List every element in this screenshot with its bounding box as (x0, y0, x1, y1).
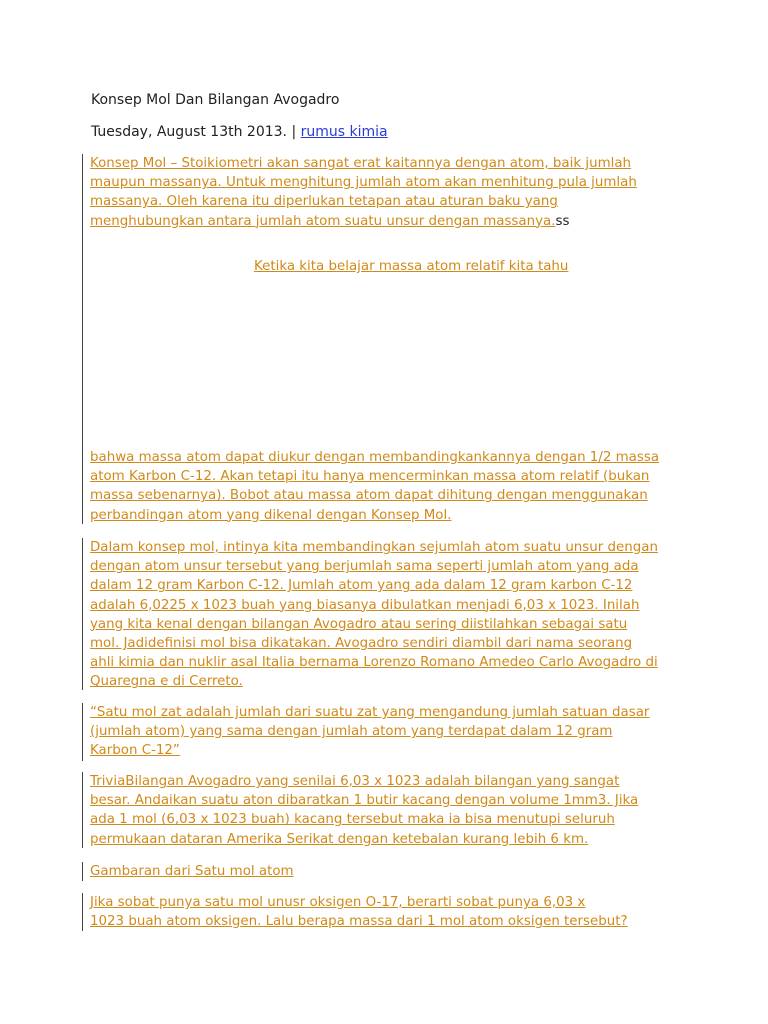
paragraph-line[interactable]: permukaan dataran Amerika Serikat dengan ketebalan kurang lebih 6 km. (90, 831, 589, 847)
paragraph-suffix: ss (555, 213, 570, 229)
paragraph-konsep-mol[interactable] (90, 538, 682, 692)
paragraph-line[interactable]: ada 1 mol (6,03 x 1023 buah) kacang tersebut maka ia bisa menutupi seluruh (90, 812, 615, 828)
paragraph-line[interactable]: besar. Andaikan suatu aton dibaratkan 1 butir kacang dengan volume 1mm3. Jika (90, 793, 639, 809)
paragraph-line[interactable]: (jumlah atom) yang sama dengan jumlah atom yang terdapat dalam 12 gram (90, 724, 613, 740)
paragraph-trivia[interactable] (90, 772, 682, 849)
paragraph-gambaran[interactable] (90, 862, 682, 881)
quote-block-4 (82, 772, 682, 848)
center-link-line[interactable]: Ketika kita belajar massa atom relatif kita tahu (254, 259, 569, 274)
paragraph-line[interactable]: Jika sobat punya satu mol unusr oksigen O-17, berarti sobat punya 6,03 x (90, 895, 586, 910)
paragraph-line[interactable]: massanya. Oleh karena itu diperlukan tetapan atau aturan baku yang (90, 194, 558, 210)
page-title: Konsep Mol Dan Bilangan Avogadro (91, 92, 340, 108)
paragraph-line[interactable]: adalah 6,0225 x 1023 buah yang biasanya dibulatkan menjadi 6,03 x 1023. Inilah (90, 597, 640, 613)
paragraph-line[interactable]: Quaregna e di Cerreto. (90, 674, 243, 690)
paragraph-line[interactable]: Karbon C-12” (90, 743, 180, 759)
post-meta (91, 124, 388, 140)
quote-block-3 (82, 703, 682, 761)
paragraph-line[interactable]: mol. Jadidefinisi mol bisa dikatakan. Avogadro sendiri diambil dari nama seorang (90, 636, 633, 652)
paragraph-line[interactable]: 1023 buah atom oksigen. Lalu berapa massa dari 1 mol atom oksigen tersebut? (90, 914, 628, 930)
paragraph-line[interactable]: perbandingan atom yang dikenal dengan Konsep Mol. (90, 507, 452, 523)
paragraph-line[interactable]: bahwa massa atom dapat diukur dengan membandingkankannya dengan 1/2 massa (90, 450, 660, 465)
paragraph-line[interactable]: yang kita kenal dengan bilangan Avogadro atau sering diistilahkan sebagai satu (90, 616, 628, 632)
post-date: Tuesday, August 13th 2013. | (91, 124, 297, 140)
paragraph-line[interactable]: dengan atom unsur tersebut yang berjumlah sama seperti jumlah atom yang ada (90, 559, 639, 575)
paragraph-line[interactable]: Konsep Mol – Stoikiometri akan sangat erat kaitannya dengan atom, baik jumlah (90, 156, 632, 171)
paragraph-line[interactable]: atom Karbon C-12. Akan tetapi itu hanya mencerminkan massa atom relatif (bukan (90, 469, 650, 485)
paragraph-line[interactable]: maupun massanya. Untuk menghitung jumlah atom akan menhitung pula jumlah (90, 175, 637, 191)
paragraph-massa-atom[interactable] (90, 448, 690, 525)
paragraph-oksigen[interactable] (90, 893, 682, 931)
quote-block-2 (82, 538, 682, 690)
quote-block-5 (82, 862, 682, 881)
paragraph-line[interactable]: Dalam konsep mol, intinya kita membandingkan sejumlah atom suatu unsur dengan (90, 540, 658, 555)
paragraph-line[interactable]: “Satu mol zat adalah jumlah dari suatu zat yang mengandung jumlah satuan dasar (90, 705, 650, 720)
category-link[interactable]: rumus kimia (300, 124, 388, 140)
quote-block-1 (82, 154, 682, 524)
paragraph-definisi[interactable] (90, 703, 682, 761)
quote-block-6 (82, 893, 682, 931)
paragraph-line[interactable]: TriviaBilangan Avogadro yang senilai 6,03 x 1023 adalah bilangan yang sangat (90, 774, 620, 789)
paragraph-line[interactable]: Gambaran dari Satu mol atom (90, 864, 294, 879)
paragraph-line[interactable]: massa sebenarnya). Bobot atau massa atom dapat dihitung dengan menggunakan (90, 488, 648, 504)
paragraph-line[interactable]: dalam 12 gram Karbon C-12. Jumlah atom yang ada dalam 12 gram karbon C-12 (90, 578, 633, 594)
paragraph-line[interactable]: ahli kimia dan nuklir asal Italia bernama Lorenzo Romano Amedeo Carlo Avogadro di (90, 655, 658, 671)
paragraph-intro[interactable] (90, 154, 682, 231)
paragraph-line[interactable]: menghubungkan antara jumlah atom suatu unsur dengan massanya. (90, 213, 556, 229)
